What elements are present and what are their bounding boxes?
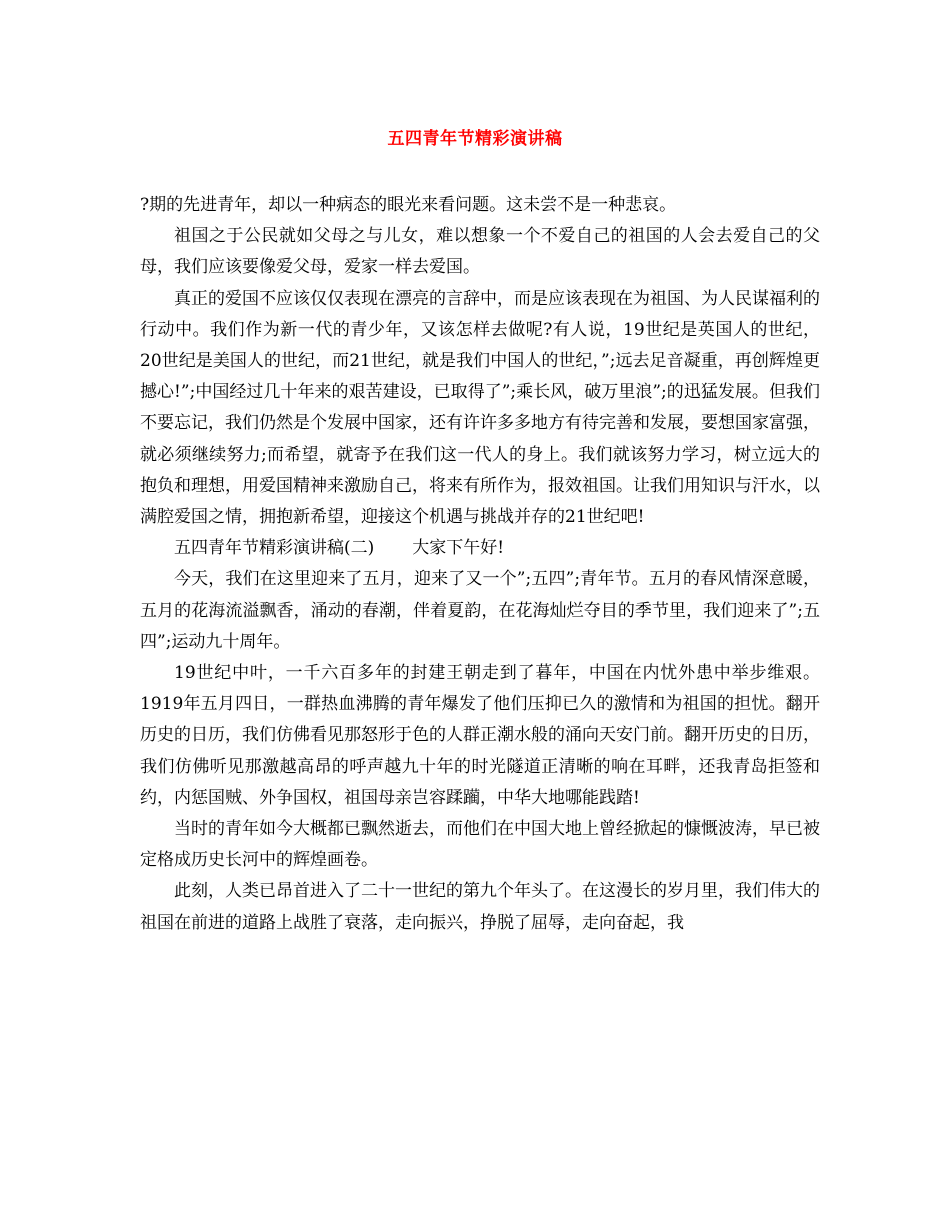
paragraph-5: 今天，我们在这里迎来了五月，迎来了又一个”;五四”;青年节。五月的春风情深意暖，五月的花海流溢飘香，涌动的春潮，伴着夏韵，在花海灿烂夺目的季节里，我们迎来了”;五四”;运动九十周年。 — [140, 569, 820, 652]
section-subtitle: 五四青年节精彩演讲稿(二) — [174, 538, 375, 559]
paragraph-3: 真正的爱国不应该仅仅表现在漂亮的言辞中，而是应该表现在为祖国、为人民谋福利的行动中。我们作为新一代的青少年，又该怎样去做呢?有人说，19世纪是英国人的世纪，20世纪是美国人的世纪，而21世纪，就是我们中国人的世纪，”;远去足音凝重，再创辉煌更撼心!”;中国经过几十年来的艰苦建设，已取得了”;乘长风，破万里浪”;的迅猛发展。但我们不要忘记，我们仍然是个发展中国家，还有许许多多地方有待完善和发展，要想国家富强，就必须继续努力;而希望，就寄予在我们这一代人的身上。我们就该努力学习，树立远大的抱负和理想，用爱国精神来激励自己，将来有所作为，报效祖国。让我们用知识与汗水，以满腔爱国之情，拥抱新希望，迎接这个机遇与挑战并存的21世纪吧! — [140, 288, 820, 528]
paragraph-8: 此刻，人类已昂首进入了二十一世纪的第九个年头了。在这漫长的岁月里，我们伟大的祖国在前进的道路上战胜了衰落，走向振兴，挣脱了屈辱，走向奋起，我 — [140, 881, 820, 933]
document-body — [140, 190, 820, 939]
paragraph-1: ?期的先进青年，却以一种病态的眼光来看问题。这未尝不是一种悲哀。 — [140, 195, 677, 215]
section-heading-line — [140, 533, 820, 564]
paragraph-6: 19世纪中叶，一千六百多年的封建王朝走到了暮年，中国在内忧外患中举步维艰。1919年五月四日，一群热血沸腾的青年爆发了他们压抑已久的激情和为祖国的担忧。翻开历史的日历，我们仿佛看见那怒形于色的人群正潮水般的涌向天安门前。翻开历史的日历，我们仿佛听见那激越高昂的呼声越九十年的时光隧道正清晰的响在耳畔，还我青岛拒签和约，内惩国贼、外争国权，祖国母亲岂容蹂躏，中华大地哪能践踏! — [140, 663, 820, 808]
paragraph-2: 祖国之于公民就如父母之与儿女，难以想象一个不爱自己的祖国的人会去爱自己的父母，我们应该要像爱父母，爱家一样去爱国。 — [140, 226, 820, 278]
document-title: 五四青年节精彩演讲稿 — [387, 129, 563, 149]
greeting: 大家下午好! — [412, 538, 505, 559]
paragraph-7: 当时的青年如今大概都已飘然逝去，而他们在中国大地上曾经掀起的慷慨波涛，早已被定格成历史长河中的辉煌画卷。 — [140, 819, 820, 871]
